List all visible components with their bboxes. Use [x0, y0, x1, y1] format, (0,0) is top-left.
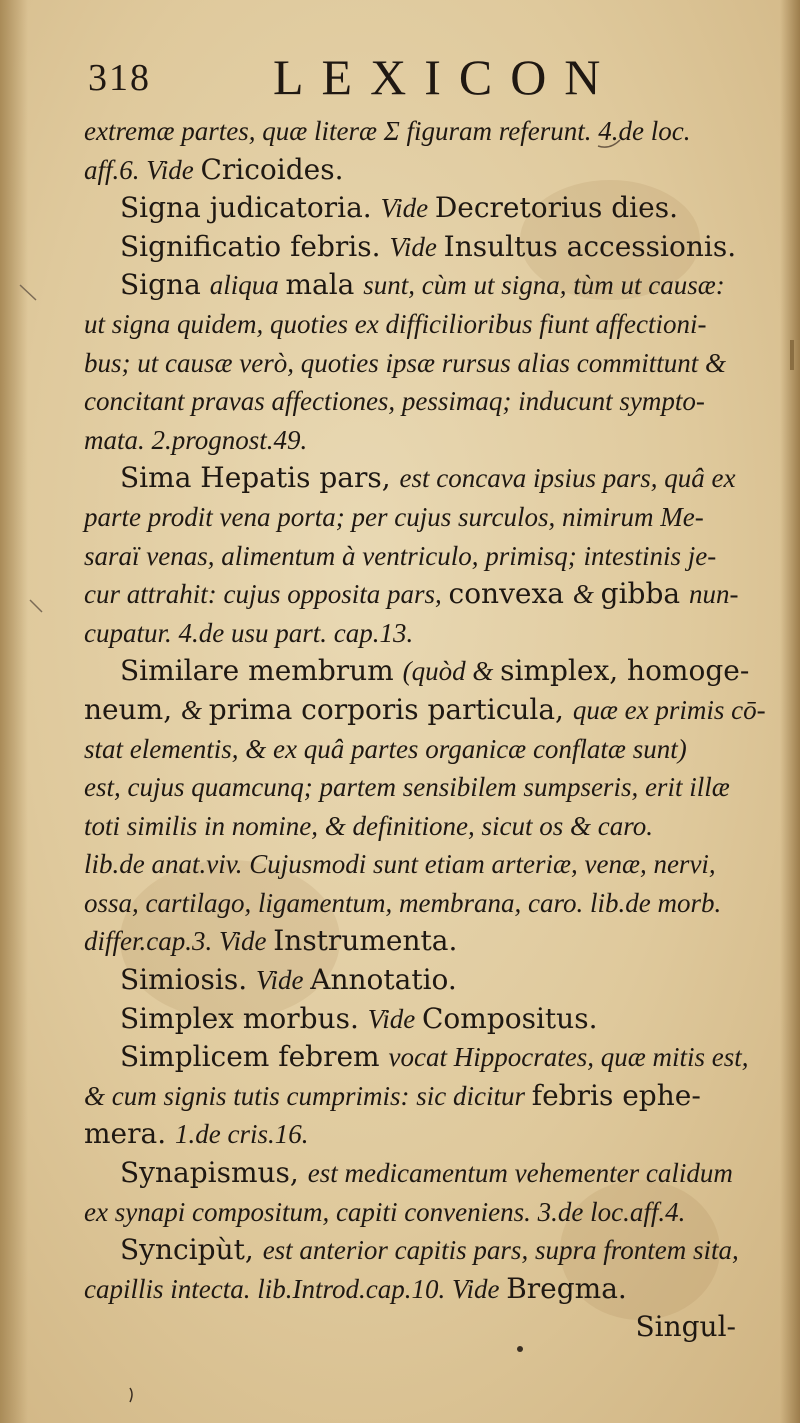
ink-speck — [30, 600, 42, 612]
roman-text: Insultus accessionis. — [443, 229, 737, 263]
italic-text: nun- — [688, 579, 739, 610]
italic-text: extremæ partes, quæ literæ Σ figuram referunt. 4.de loc. — [84, 116, 691, 146]
italic-text: aliqua — [209, 270, 286, 301]
roman-text: Simplicem febrem — [120, 1040, 389, 1074]
text-line — [84, 1000, 744, 1039]
text-line — [84, 652, 750, 691]
text-line — [84, 768, 744, 807]
italic-text: bus; ut causæ verò, quoties ipsæ rursus alias committunt & — [84, 347, 727, 378]
text-line — [84, 537, 744, 576]
italic-text: sunt, cùm ut signa, tùm ut causæ: — [363, 270, 725, 301]
roman-text: mera. — [84, 1117, 175, 1151]
page-header — [88, 48, 748, 108]
italic-text: est anterior capitis pars, supra frontem sita, — [262, 1235, 739, 1266]
roman-text: Similare membrum — [120, 654, 403, 688]
italic-text: ossa, cartilago, ligamentum, membrana, caro. lib.de morb. — [84, 887, 722, 918]
text-line — [84, 382, 744, 421]
italic-text: toti similis in nomine, & definitione, sicut os & caro. — [84, 810, 653, 841]
roman-text: Simiosis. — [120, 963, 256, 997]
italic-text: ut signa quidem, quoties ex difficilioribus fiunt affectioni- — [84, 308, 707, 339]
text-line — [84, 730, 744, 769]
text-line — [84, 1038, 749, 1077]
text-line — [84, 344, 744, 383]
text-line — [84, 266, 744, 305]
roman-text: Syncipùt, — [120, 1233, 263, 1267]
italic-text: cur attrahit: cujus opposita pars, — [84, 579, 449, 610]
italic-text: Vide — [389, 231, 444, 262]
italic-text: Vide — [380, 193, 435, 224]
roman-text: neum, — [84, 692, 181, 726]
text-line — [84, 575, 744, 614]
italic-text: capillis intecta. lib.Introd.cap.10. Vide — [84, 1273, 507, 1304]
text-line — [84, 1193, 744, 1232]
text-line — [84, 421, 744, 460]
text-line — [84, 498, 744, 537]
italic-text: parte prodit vena porta; per cujus surculos, nimirum Me- — [84, 501, 704, 532]
roman-text: Cricoides. — [200, 152, 344, 186]
italic-text: Vide — [256, 965, 311, 996]
text-line — [84, 305, 744, 344]
text-line — [84, 151, 744, 190]
roman-text: Compositus. — [421, 1001, 598, 1035]
text-line — [84, 228, 744, 267]
text-line — [84, 845, 744, 884]
text-line — [84, 1115, 744, 1154]
running-title: LEXICON — [273, 49, 619, 105]
page-edge-shadow-right — [780, 0, 800, 1423]
text-line — [84, 112, 744, 151]
italic-text: vocat Hippocrates, quæ mitis est, — [388, 1042, 749, 1073]
roman-text: Signa — [120, 268, 210, 302]
italic-text: & — [181, 694, 209, 725]
roman-text: convexa — [448, 577, 573, 611]
roman-text: Signa judicatoria. — [120, 191, 381, 225]
italic-text: & cum signis tutis cumprimis: sic dicitur — [84, 1080, 532, 1111]
ink-speck — [130, 1388, 132, 1402]
text-line — [84, 1154, 744, 1193]
roman-text: mala — [285, 268, 364, 302]
text-line — [84, 884, 744, 923]
page-number: 318 — [88, 57, 151, 99]
italic-text: est medicamentum vehementer calidum — [307, 1158, 733, 1189]
roman-text: Synapismus, — [120, 1156, 308, 1190]
text-line — [84, 1077, 744, 1116]
roman-text: Simplex morbus. — [120, 1001, 368, 1035]
italic-text: ex synapi compositum, capiti conveniens. 3.de loc.aff.4. — [84, 1196, 686, 1227]
italic-text: concitant pravas affectiones, pessimaq; inducunt sympto- — [84, 386, 705, 417]
text-line — [84, 961, 744, 1000]
italic-text: aff.6. Vide — [84, 154, 201, 185]
italic-text: stat elementis, & ex quâ partes organicæ conflatæ sunt) — [84, 733, 687, 764]
italic-text: Vide — [367, 1003, 422, 1034]
text-line — [84, 1231, 744, 1270]
roman-text: Decretorius dies. — [434, 191, 678, 225]
catchword: Singul- — [635, 1310, 736, 1344]
text-line — [84, 1270, 744, 1309]
italic-text: mata. 2.prognost.49. — [84, 424, 308, 455]
page-edge-shadow-left — [0, 0, 28, 1423]
roman-text: Sima Hepatis pars, — [120, 461, 400, 495]
italic-text: cupatur. 4.de usu part. cap.13. — [84, 617, 414, 648]
text-line — [84, 189, 744, 228]
roman-text: Significatio febris. — [120, 229, 390, 263]
roman-text: prima corporis particula, — [208, 692, 573, 726]
italic-text: est, cujus quamcunq; partem sensibilem sumpseris, erit illæ — [84, 772, 730, 803]
italic-text: 1.de cris.16. — [175, 1119, 309, 1150]
roman-text: gibba — [600, 577, 689, 611]
italic-text: lib.de anat.viv. Cujusmodi sunt etiam arteriæ, venæ, nervi, — [84, 849, 716, 880]
italic-text: est concava ipsius pars, quâ ex — [399, 463, 736, 494]
italic-text: differ.cap.3. Vide — [84, 926, 274, 957]
roman-text: Annotatio. — [310, 963, 457, 997]
lexicon-entries — [84, 112, 766, 1347]
roman-text: febris ephe- — [531, 1078, 701, 1112]
italic-text: & — [572, 579, 601, 610]
italic-text: quæ ex primis cō- — [572, 694, 766, 725]
text-line — [84, 691, 766, 730]
text-line — [84, 459, 744, 498]
text-line — [84, 614, 744, 653]
roman-text: Bregma. — [506, 1271, 627, 1305]
italic-text: (quòd & — [402, 656, 501, 687]
roman-text: simplex, homoge- — [500, 654, 750, 688]
roman-text: Instrumenta. — [273, 924, 458, 958]
text-line — [84, 922, 744, 961]
text-line — [84, 807, 744, 846]
italic-text: saraï venas, alimentum à ventriculo, primisq; intestinis je- — [84, 540, 717, 571]
